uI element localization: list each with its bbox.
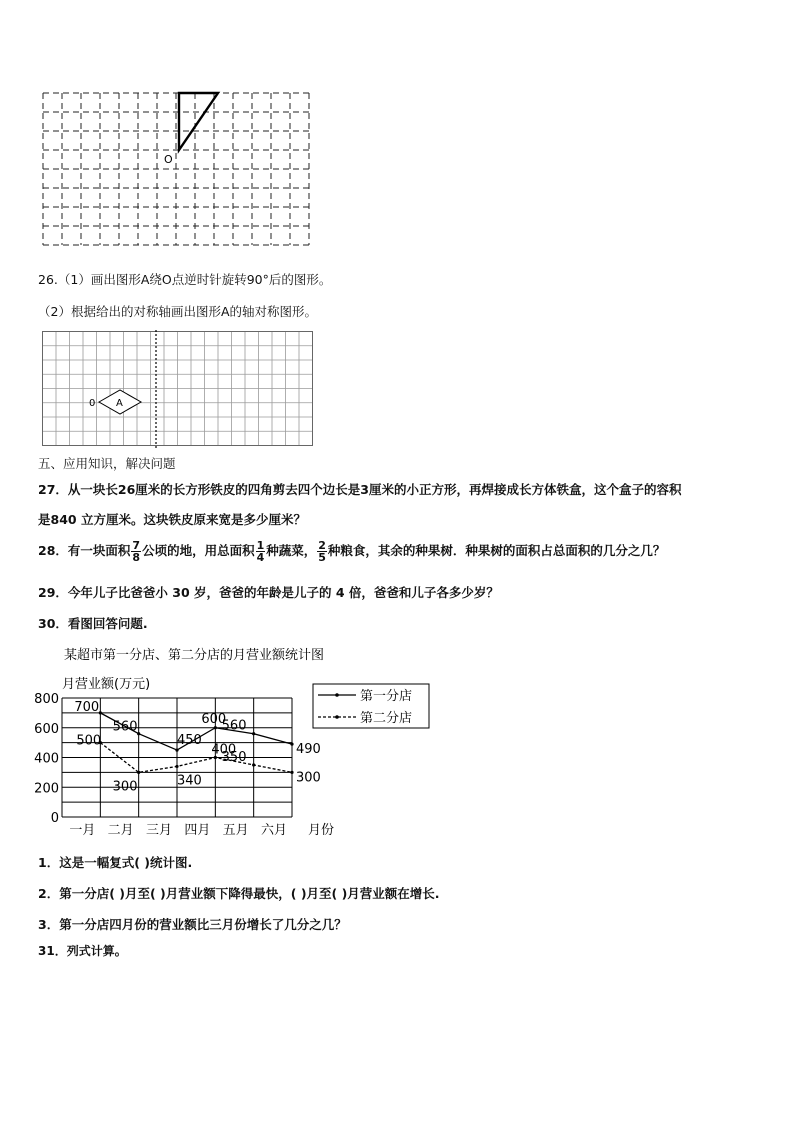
section-5-title: 五、应用知识，解决问题 bbox=[38, 456, 176, 471]
data-label: 560 bbox=[112, 719, 138, 735]
x-tick-label: 四月 bbox=[184, 823, 211, 838]
question-30: 30．看图回答问题. bbox=[38, 616, 148, 631]
rotation-grid-figure bbox=[40, 90, 316, 250]
question-27-line-2: 是840 立方厘米。这块铁皮原来宽是多少厘米？ bbox=[38, 512, 306, 527]
question-26-part-2: （2）根据给出的对称轴画出图形A的轴对称图形。 bbox=[38, 304, 318, 319]
x-tick-label: 二月 bbox=[107, 823, 134, 838]
data-label: 340 bbox=[177, 773, 202, 789]
data-point bbox=[99, 711, 102, 714]
sub-question-1: 1．这是一幅复式( )统计图. bbox=[38, 855, 193, 870]
shape-a-label: A bbox=[116, 398, 123, 409]
question-31: 31．列式计算。 bbox=[38, 944, 127, 958]
question-27-line-1: 27．从一块长26厘米的长方形铁皮的四角剪去四个边长是3厘米的小正方形，再焊接成长方体铁盒，这个盒子的容积 bbox=[38, 482, 682, 497]
chart-title: 某超市第一分店、第二分店的月营业额统计图 bbox=[64, 648, 325, 663]
data-point bbox=[137, 732, 140, 735]
data-point bbox=[252, 763, 255, 766]
y-tick-label: 800 bbox=[34, 692, 59, 707]
data-point bbox=[175, 765, 178, 768]
x-tick-label: 一月 bbox=[69, 823, 96, 838]
data-label: 450 bbox=[177, 733, 202, 749]
data-label: 560 bbox=[221, 718, 247, 734]
point-0-label: 0 bbox=[89, 398, 96, 409]
sub-question-2: 2．第一分店( )月至( )月营业额下降得最快，( )月至( )月营业额在增长. bbox=[38, 886, 440, 901]
fraction-7-8: $\frac{7}{8}$ bbox=[132, 539, 141, 564]
question-28: 28．有一块面积 $\frac{7}{8}$ 公顷的地，用总面积 $\frac{1}{4}$ 种蔬菜， $\frac{2}{5}$ 种粮食，其余的种果树．种果树的面积占总面积的几分之几？ bbox=[38, 539, 666, 564]
legend-series-2: 第二分店 bbox=[360, 711, 413, 726]
question-29: 29．今年儿子比爸爸小 30 岁，爸爸的年龄是儿子的 4 倍，爸爸和儿子各多少岁？ bbox=[38, 585, 499, 600]
x-tick-label: 五月 bbox=[222, 823, 249, 838]
data-label: 490 bbox=[296, 742, 321, 758]
question-26-part-1: 26.（1）画出图形A绕O点逆时针旋转90°后的图形。 bbox=[38, 272, 332, 287]
data-label: 350 bbox=[221, 749, 247, 765]
data-label: 700 bbox=[74, 699, 100, 715]
data-label: 400 bbox=[211, 742, 237, 758]
point-o-label: O bbox=[164, 153, 173, 166]
data-point bbox=[290, 743, 293, 746]
triangle-shape-a bbox=[179, 93, 218, 150]
fraction-2-5: $\frac{2}{5}$ bbox=[318, 539, 326, 564]
x-tick-label: 六月 bbox=[260, 823, 287, 838]
x-axis-label: 月份 bbox=[308, 823, 335, 838]
revenue-line-chart bbox=[30, 640, 450, 840]
data-point bbox=[175, 748, 178, 751]
data-label: 300 bbox=[296, 770, 321, 786]
fraction-1-4: $\frac{1}{4}$ bbox=[256, 539, 265, 564]
chart-legend bbox=[313, 684, 429, 728]
y-tick-label: 600 bbox=[34, 721, 59, 737]
sub-question-3: 3．第一分店四月份的营业额比三月份增长了几分之几？ bbox=[38, 917, 347, 932]
data-label: 300 bbox=[112, 779, 138, 795]
data-point bbox=[290, 771, 293, 774]
y-tick-label: 200 bbox=[34, 781, 59, 797]
legend-series-1: 第一分店 bbox=[360, 689, 413, 704]
data-label: 500 bbox=[76, 733, 102, 749]
data-point bbox=[252, 732, 255, 735]
y-axis-label: 月营业额(万元) bbox=[62, 677, 151, 692]
symmetry-grid-figure bbox=[40, 330, 316, 448]
y-tick-label: 400 bbox=[34, 751, 59, 767]
y-tick-label: 0 bbox=[50, 811, 59, 826]
x-tick-label: 三月 bbox=[145, 823, 172, 838]
data-point bbox=[137, 771, 140, 774]
data-label: 600 bbox=[201, 711, 227, 727]
